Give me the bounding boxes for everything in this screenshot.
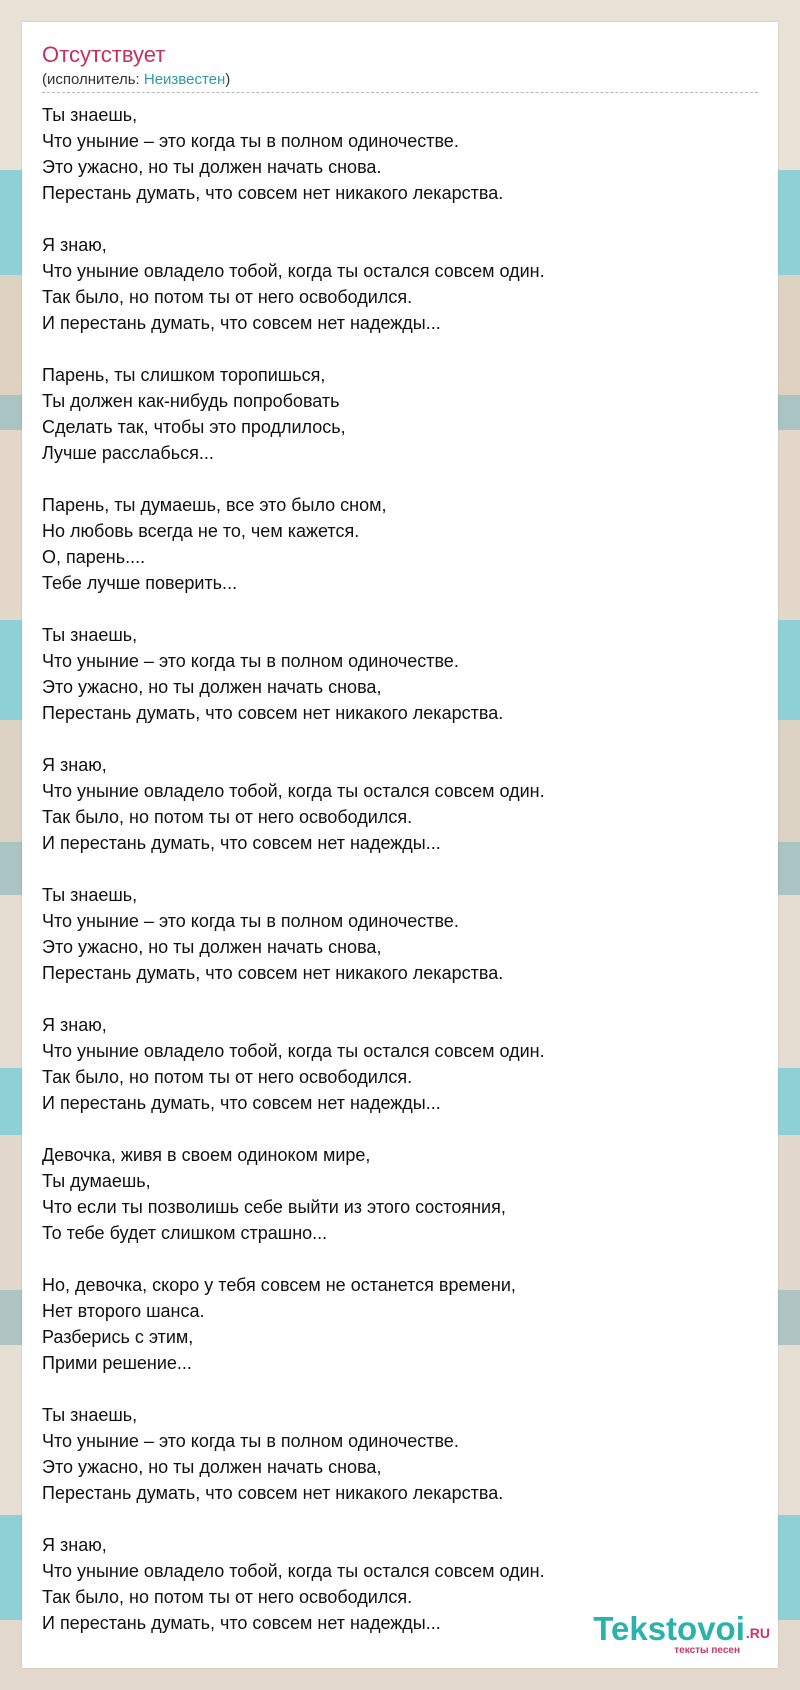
lyric-line: Ты знаешь,: [42, 105, 138, 125]
lyric-line: Так было, но потом ты от него освободился.: [42, 1067, 413, 1087]
lyrics-body: [42, 102, 545, 1636]
artist-line: [42, 71, 230, 89]
lyric-line: Я знаю,: [42, 235, 107, 255]
lyric-line: О, парень....: [42, 547, 146, 567]
artist-link[interactable]: Неизвестен: [143, 71, 226, 88]
lyric-line: Я знаю,: [42, 1015, 107, 1035]
lyric-line: То тебе будет слишком страшно...: [42, 1223, 328, 1243]
lyric-line: И перестань думать, что совсем нет надежды...: [42, 1093, 441, 1113]
lyric-line: Перестань думать, что совсем нет никакого лекарства.: [42, 1483, 504, 1503]
lyric-line: Так было, но потом ты от него освободился.: [42, 1587, 413, 1607]
lyric-line: Сделать так, чтобы это продлилось,: [42, 417, 346, 437]
stanza-gap: [42, 1116, 545, 1142]
artist-suffix: ): [225, 71, 231, 88]
lyric-line: Что если ты позволишь себе выйти из этого состояния,: [42, 1197, 506, 1217]
lyric-line: Что уныние – это когда ты в полном одиночестве.: [42, 911, 459, 931]
lyric-line: Что уныние овладело тобой, когда ты остался совсем один.: [42, 781, 545, 801]
lyric-line: Ты знаешь,: [42, 625, 138, 645]
lyric-line: Разберись с этим,: [42, 1327, 194, 1347]
lyric-line: И перестань думать, что совсем нет надежды...: [42, 1613, 441, 1633]
stanza-gap: [42, 466, 545, 492]
lyric-line: Я знаю,: [42, 755, 107, 775]
lyrics-card: [22, 22, 778, 1668]
lyric-line: Ты должен как-нибудь попробовать: [42, 391, 340, 411]
lyric-line: Это ужасно, но ты должен начать снова,: [42, 1457, 382, 1477]
lyric-line: Лучше расслабься...: [42, 443, 214, 463]
lyric-line: Нет второго шанса.: [42, 1301, 205, 1321]
lyric-line: Ты знаешь,: [42, 1405, 138, 1425]
stanza-gap: [42, 726, 545, 752]
logo-tld: .RU: [745, 1625, 770, 1641]
lyric-line: Девочка, живя в своем одиноком мире,: [42, 1145, 371, 1165]
lyric-line: Парень, ты слишком торопишься,: [42, 365, 326, 385]
lyric-line: Ты думаешь,: [42, 1171, 151, 1191]
lyric-line: Что уныние овладело тобой, когда ты остался совсем один.: [42, 1561, 545, 1581]
artist-prefix: (исполнитель:: [42, 71, 144, 88]
stanza-gap: [42, 206, 545, 232]
lyric-line: Что уныние – это когда ты в полном одиночестве.: [42, 651, 459, 671]
stanza-gap: [42, 336, 545, 362]
lyric-line: Это ужасно, но ты должен начать снова,: [42, 677, 382, 697]
lyric-line: Перестань думать, что совсем нет никакого лекарства.: [42, 963, 504, 983]
site-logo[interactable]: [570, 1612, 770, 1658]
lyric-line: Перестань думать, что совсем нет никакого лекарства.: [42, 183, 504, 203]
lyric-line: Парень, ты думаешь, все это было сном,: [42, 495, 387, 515]
logo-brand: Tekstovoi: [593, 1610, 745, 1647]
stanza-gap: [42, 986, 545, 1012]
logo-tagline: тексты песен: [674, 1645, 740, 1656]
lyric-line: Но любовь всегда не то, чем кажется.: [42, 521, 360, 541]
lyric-line: Ты знаешь,: [42, 885, 138, 905]
lyric-line: Но, девочка, скоро у тебя совсем не останется времени,: [42, 1275, 516, 1295]
lyric-line: Что уныние – это когда ты в полном одиночестве.: [42, 131, 459, 151]
stanza-gap: [42, 856, 545, 882]
stanza-gap: [42, 1506, 545, 1532]
lyric-line: Это ужасно, но ты должен начать снова,: [42, 937, 382, 957]
song-title: Отсутствует: [42, 42, 166, 67]
stanza-gap: [42, 596, 545, 622]
lyric-line: Что уныние овладело тобой, когда ты остался совсем один.: [42, 261, 545, 281]
lyric-line: Что уныние – это когда ты в полном одиночестве.: [42, 1431, 459, 1451]
lyric-line: Я знаю,: [42, 1535, 107, 1555]
lyric-line: Это ужасно, но ты должен начать снова.: [42, 157, 382, 177]
lyric-line: Что уныние овладело тобой, когда ты остался совсем один.: [42, 1041, 545, 1061]
lyric-line: И перестань думать, что совсем нет надежды...: [42, 833, 441, 853]
lyric-line: Так было, но потом ты от него освободился.: [42, 807, 413, 827]
lyric-line: И перестань думать, что совсем нет надежды...: [42, 313, 441, 333]
lyric-line: Перестань думать, что совсем нет никакого лекарства.: [42, 703, 504, 723]
stanza-gap: [42, 1376, 545, 1402]
lyric-line: Прими решение...: [42, 1353, 192, 1373]
lyric-line: Тебе лучше поверить...: [42, 573, 238, 593]
lyric-line: Так было, но потом ты от него освободился.: [42, 287, 413, 307]
header-divider: [42, 92, 758, 93]
stanza-gap: [42, 1246, 545, 1272]
